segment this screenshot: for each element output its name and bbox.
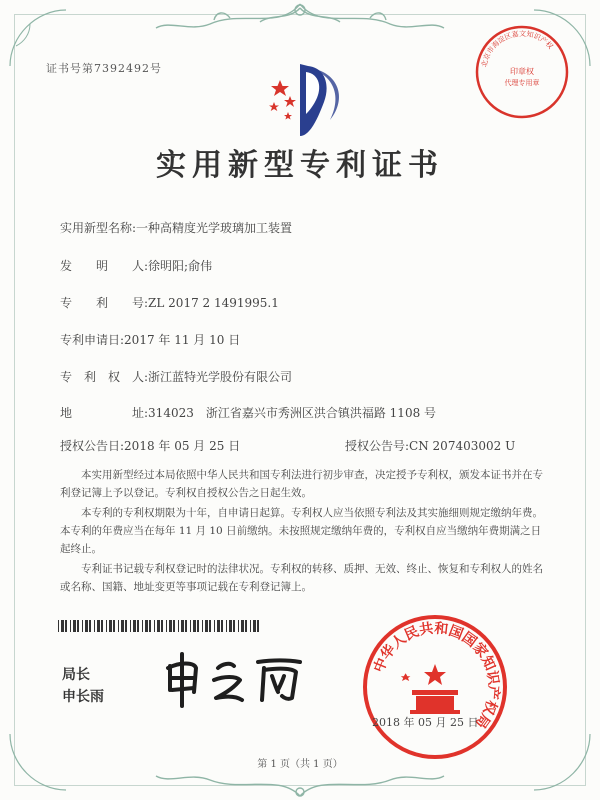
official-seal-icon	[360, 612, 510, 762]
seal-date: 2018 年 05 月 25 日	[372, 716, 479, 729]
page-number: 第 1 页（共 1 页）	[257, 759, 343, 770]
field-address	[60, 404, 436, 421]
field-grant-date-label: 授权公告日:	[60, 439, 125, 453]
field-grant-no-label: 授权公告号:	[345, 439, 410, 453]
paragraph-2: 本专利的专利权期限为十年，自申请日起算。专利权人应当依照专利法及其实施细则规定缴纳年费。本专利的年费应当在每年 11 月 10 日前缴纳。未按照规定缴纳年费的，专利权自应当缴纳年费期满之日起终止。	[60, 507, 543, 555]
field-patent-no	[60, 294, 279, 311]
paragraph-1: 本实用新型经过本局依照中华人民共和国专利法进行初步审查，决定授予专利权，颁发本证书并在专利登记簿上予以登记。专利权自授权公告之日起生效。	[60, 469, 543, 499]
field-inventor-value: 徐明阳;俞伟	[148, 259, 213, 273]
agency-stamp-ring-text: 北京市海淀区嘉文知识产权	[480, 29, 555, 68]
field-inventor-label: 发 明 人:	[60, 259, 149, 273]
director-name: 申长雨	[62, 689, 104, 705]
field-address-value: 314023 浙江省嘉兴市秀洲区洪合镇洪福路 1108 号	[148, 406, 437, 420]
top-ornament-icon	[150, 0, 450, 36]
field-patentee-value: 浙江蓝特光学股份有限公司	[148, 370, 293, 384]
agency-stamp-line-2: 代理专用章	[504, 79, 540, 87]
director-title: 局长	[62, 667, 90, 683]
seal-ring-text: 中华人民共和国国家知识产权局	[371, 620, 502, 731]
svg-text:北京市海淀区嘉文知识产权	[479, 29, 555, 68]
paragraph-3: 专利证书记载专利权登记时的法律状况。专利权的转移、质押、无效、终止、恢复和专利权人的姓名或名称、国籍、地址变更等事项记载在专利登记簿上。	[60, 563, 543, 593]
field-patent-no-label: 专 利 号:	[60, 296, 149, 310]
agency-stamp-icon	[472, 22, 572, 122]
field-patentee	[60, 368, 292, 385]
patent-office-logo-icon	[260, 58, 356, 144]
field-patentee-label: 专 利 权 人:	[60, 370, 149, 384]
field-name-label: 实用新型名称:	[60, 221, 137, 235]
field-name-value: 一种高精度光学玻璃加工装置	[136, 221, 293, 235]
field-inventor	[60, 257, 212, 274]
bottom-ornament-icon	[150, 770, 450, 800]
field-filing-date	[60, 331, 240, 348]
certificate-title: 实用新型专利证书	[156, 148, 444, 183]
field-name	[60, 219, 292, 236]
field-grant-date-value: 2018 年 05 月 25 日	[124, 439, 241, 453]
field-filing-date-label: 专利申请日:	[60, 333, 125, 347]
field-grant-no-value: CN 207403002 U	[409, 439, 516, 453]
field-grant-no	[345, 437, 515, 454]
field-address-label: 地 址:	[60, 406, 149, 420]
barcode-icon	[58, 620, 264, 632]
field-filing-date-value: 2017 年 11 月 10 日	[124, 333, 241, 347]
field-grant-date	[60, 437, 240, 454]
director-signature-icon	[160, 648, 310, 708]
agency-stamp-line-1: 印章权	[510, 67, 534, 76]
field-patent-no-value: ZL 2017 2 1491995.1	[148, 296, 279, 310]
certificate-number: 证书号第7392492号	[46, 62, 162, 75]
